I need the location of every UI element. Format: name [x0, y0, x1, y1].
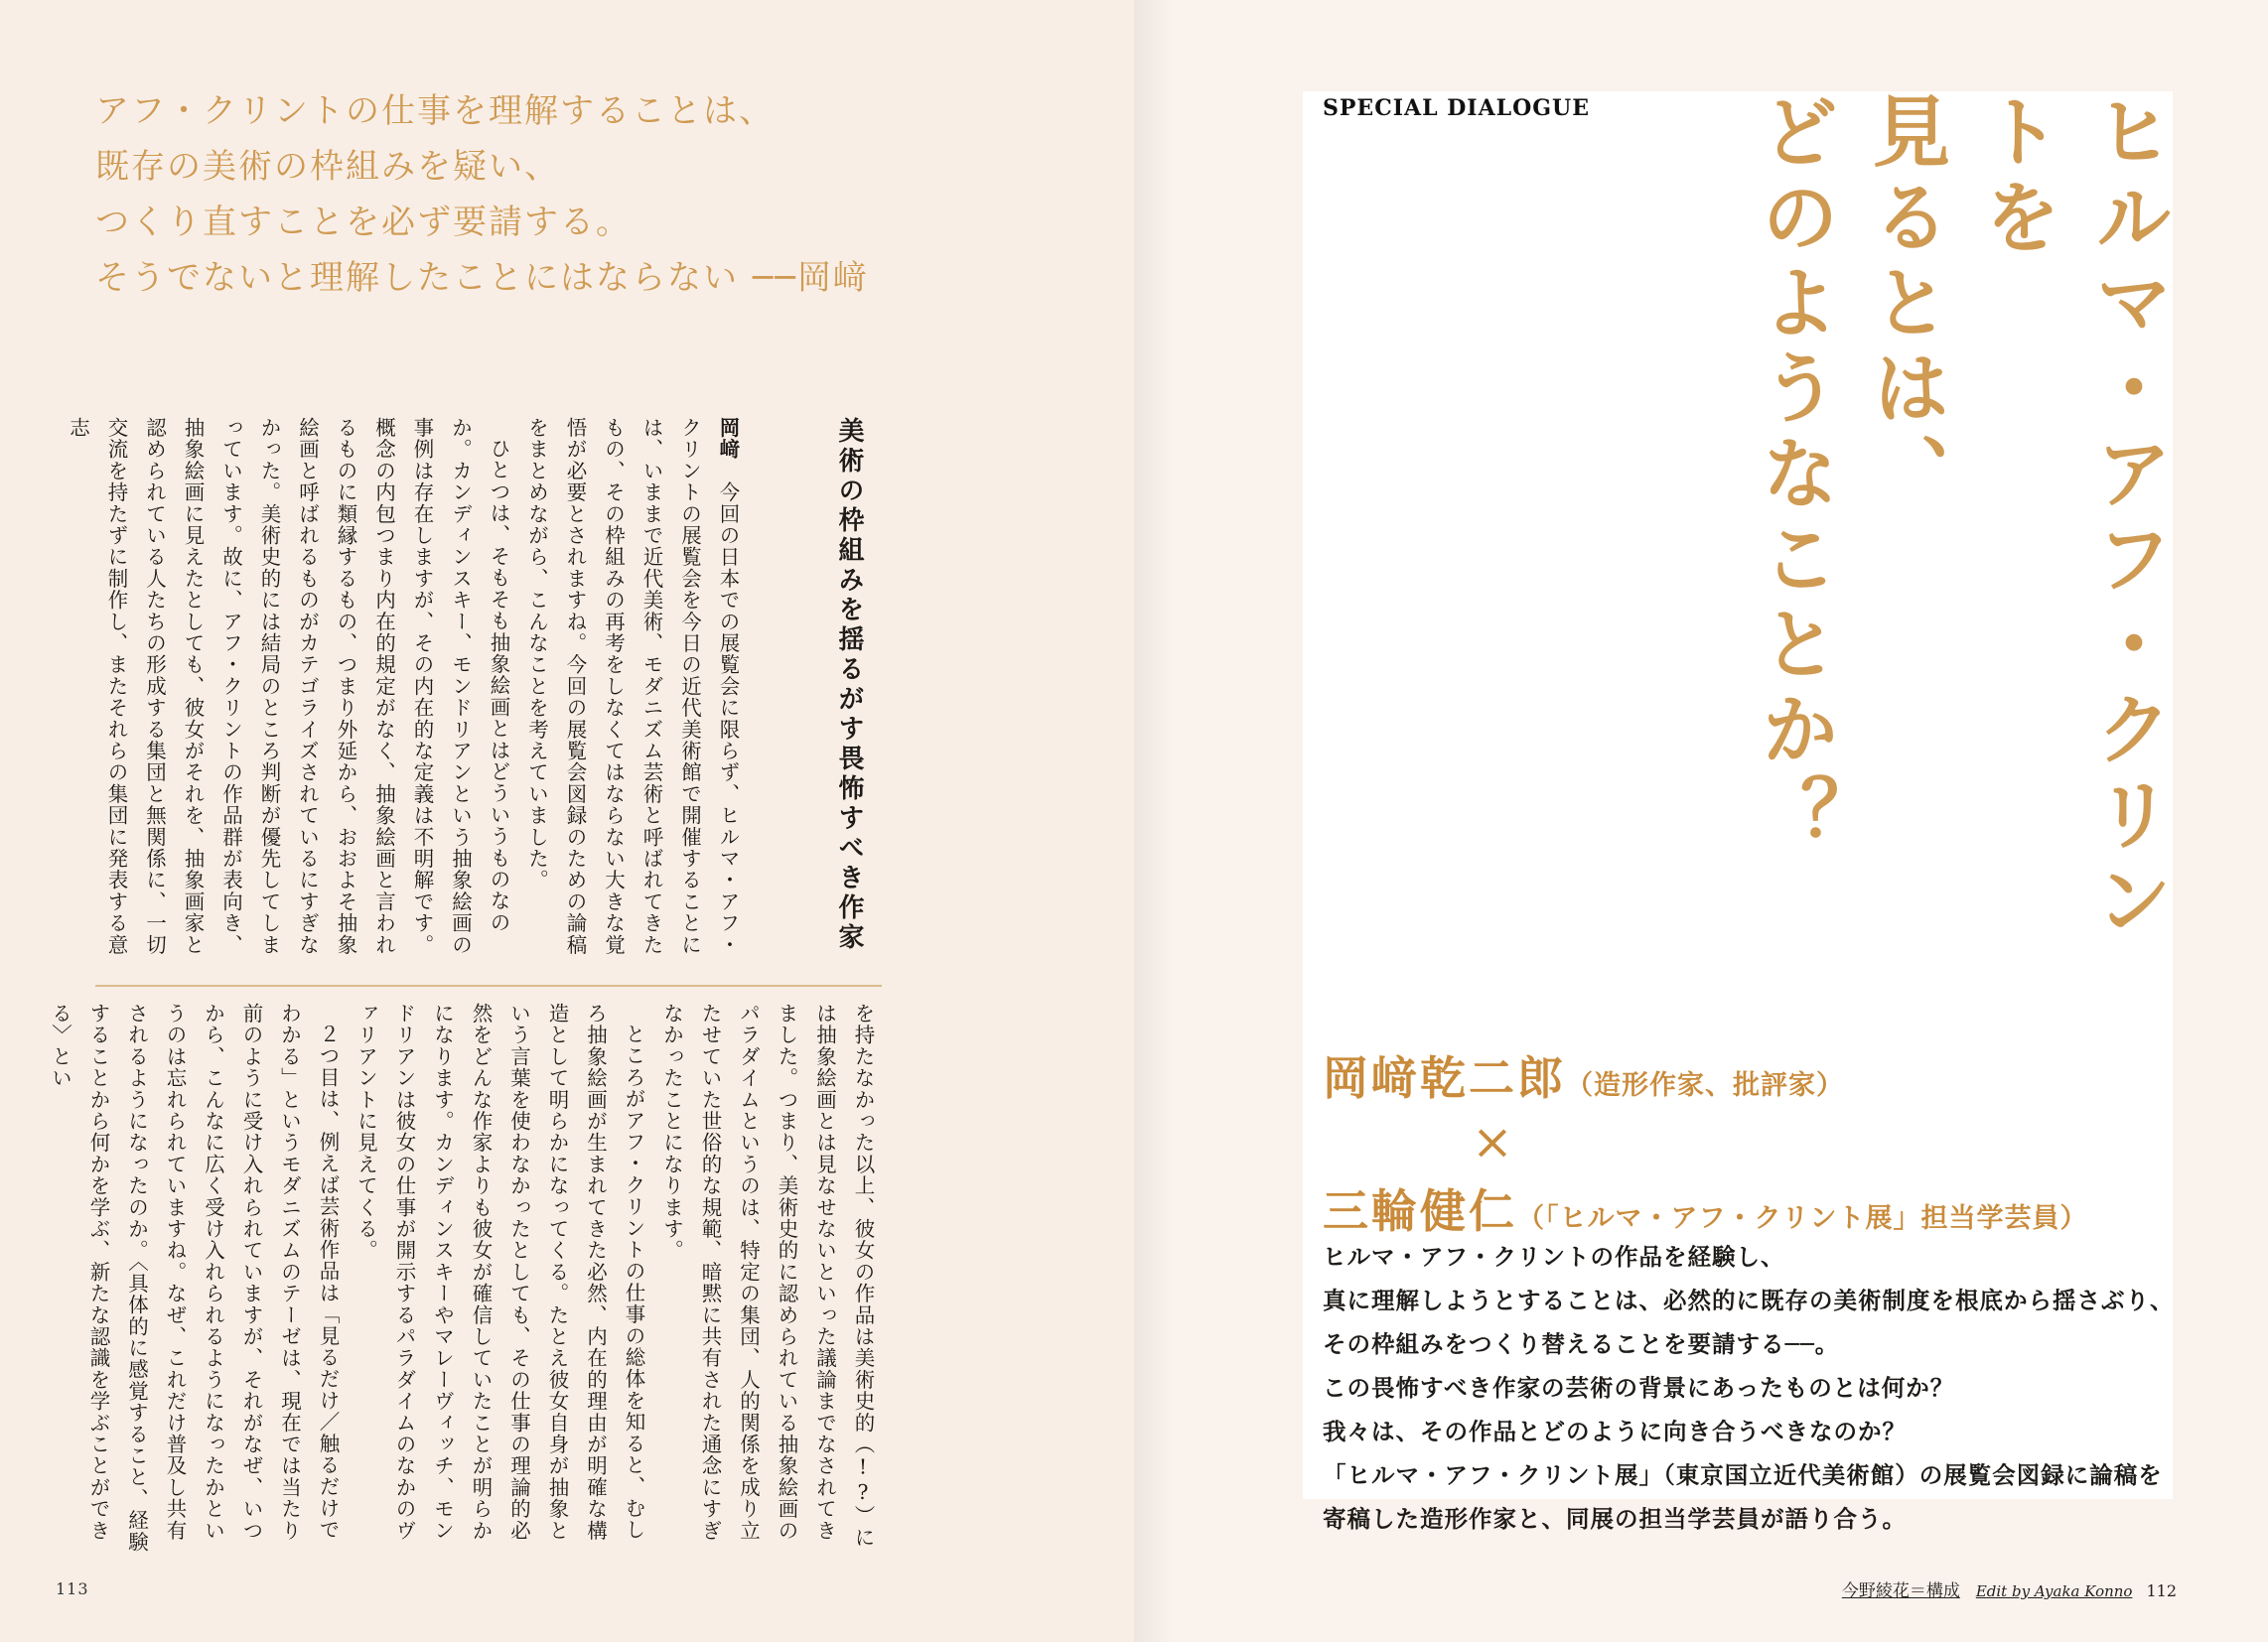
- page-number-right: 112: [2146, 1581, 2177, 1600]
- paragraph-3: を持たなかった以上、彼女の作品は美術史的（!?）には抽象絵画とは見なせないといった議論までなされてきました。つまり、美術史的に認められている抽象絵画のパラダイムというのは、特定の集団、人的関係を成り立たせていた世俗的な規範、暗黙に共有された通念にすぎなかったことになります。: [659, 1003, 875, 1549]
- pull-quote-line-3: つくり直すことを必ず要請する。: [95, 203, 632, 242]
- cross-mark: ×: [1472, 1113, 1513, 1170]
- pull-quote-line-1: アフ・クリントの仕事を理解することは、: [95, 91, 775, 131]
- paragraph-1-text: 今回の日本での展覧会に限らず、ヒルマ・アフ・クリントの展覧会を今日の近代美術館で開催することには、いままで近代美術、モダニズム芸術と呼ばれてきたもの、その枠組みの再考をしなくてはならない大きな覚悟が必要とされますね。今回の展覧会図録のための論稿をまとめながら、こんなことを考えていました。: [524, 417, 740, 956]
- credit-japanese: 今野綾花＝構成: [1841, 1581, 1960, 1601]
- lead-line-1: ヒルマ・アフ・クリントの作品を経験し、: [1323, 1243, 1785, 1271]
- title-line-2: 見るとは、: [1860, 91, 1950, 518]
- speaker-2-name: 三輪健仁: [1323, 1184, 1517, 1238]
- title-line-3: どのようなことか？: [1749, 91, 1839, 860]
- speaker-2: [1323, 1175, 2088, 1241]
- speakers-block: [1323, 1042, 2088, 1241]
- lead-line-4: この畏怖すべき作家の芸術の背景にあったものとは何か？: [1323, 1374, 1955, 1402]
- page-gutter: [1134, 0, 1174, 1642]
- credit-english: Edit by Ayaka Konno: [1975, 1582, 2133, 1600]
- paragraph-2: ひとつは、そもそも抽象絵画とはどういうものなのか。カンディンスキー、モンドリアンという抽象絵画の事例は存在しますが、その内在的な定義は不明解です。概念の内包つまり内在的規定がなく、抽象絵画と言われるものに類縁するもの、つまり外延から、おおよそ抽象絵画と呼ばれるものがカテゴライズされているにすぎなかった。美術史的には結局のところ判断が優先してしまっています。故に、アフ・クリントの作品群が表向き、抽象絵画に見えたとしても、彼女がそれを、抽象画家と認められている人たちの形成する集団と無関係に、一切交流を持たずに制作し、またそれらの集団に発表する意志: [66, 417, 510, 956]
- speaker-2-role: （「ヒルマ・アフ・クリント展」担当学芸員）: [1517, 1203, 2088, 1234]
- lead-line-5: 我々は、その作品とどのように向き合うべきなのか？: [1323, 1418, 1907, 1445]
- paragraph-4: ところがアフ・クリントの仕事の総体を知ると、むしろ抽象絵画が生まれてきた必然、内在的理由が明確な構造として明らかになってくる。たとえ彼女自身が抽象という言葉を使わなかったとしても、その仕事の理論的必然をどんな作家よりも彼女が確信していたことが明らかになります。カンディンスキーやマレーヴィッチ、モンドリアンは彼女の仕事が開示するパラダイムのなかのヴァリアントに見えてくる。: [354, 1003, 645, 1542]
- special-dialogue-label: SPECIAL DIALOGUE: [1323, 95, 1591, 121]
- speaker-1-role: （造形作家、批評家）: [1566, 1070, 1844, 1101]
- article-title: [1738, 91, 2183, 965]
- page-number-left: 113: [56, 1579, 89, 1598]
- pull-quote: [95, 83, 890, 306]
- paragraph-5: ２つ目は、例えば芸術作品は「見るだけ／触るだけでわかる」というモダニズムのテーゼは、現在では当たり前のように受け入れられていますが、それがなぜ、いつから、こんなに広く受け入れられるようになったかというのは忘れられていますね。なぜ、これだけ普及し共有されるようになったのか。〈具体的に感覚すること、経験することから何かを学ぶ、新たな認識を学ぶことができる〉とい: [48, 1003, 340, 1553]
- column-divider: [95, 985, 882, 987]
- pull-quote-line-4-text: そうでないと理解したことにはならない: [95, 258, 739, 298]
- lead-line-3: その枠組みをつくり替えることを要請する──。: [1323, 1330, 1840, 1358]
- paragraph-1: [517, 417, 747, 971]
- credit-line: [1842, 1576, 2177, 1601]
- lead-line-7: 寄稿した造形作家と、同展の担当学芸員が語り合う。: [1323, 1505, 1907, 1533]
- title-line-1: ヒルマ・アフ・クリントを: [1971, 91, 2173, 945]
- speaker-1: [1323, 1042, 2088, 1108]
- lead-text: [1323, 1235, 2177, 1541]
- pull-quote-line-4: [95, 250, 890, 306]
- speaker-label: 岡﨑: [716, 417, 740, 461]
- pull-quote-attribution: ──岡﨑: [753, 258, 869, 298]
- section-heading: 美術の枠組みを揺るがす畏怖すべき作家: [834, 417, 864, 953]
- speaker-1-name: 岡﨑乾二郎: [1323, 1051, 1566, 1105]
- body-column-bottom: [48, 1003, 882, 1561]
- lead-line-2: 真に理解しようとすることは、必然的に既存の美術制度を根底から揺さぶり、: [1323, 1287, 2175, 1314]
- lead-line-6: 「ヒルマ・アフ・クリント展」（東京国立近代美術館）の展覧会図録に論稿を: [1323, 1461, 2163, 1489]
- pull-quote-line-2: 既存の美術の枠組みを疑い、: [95, 147, 560, 187]
- body-column-top: [66, 417, 747, 971]
